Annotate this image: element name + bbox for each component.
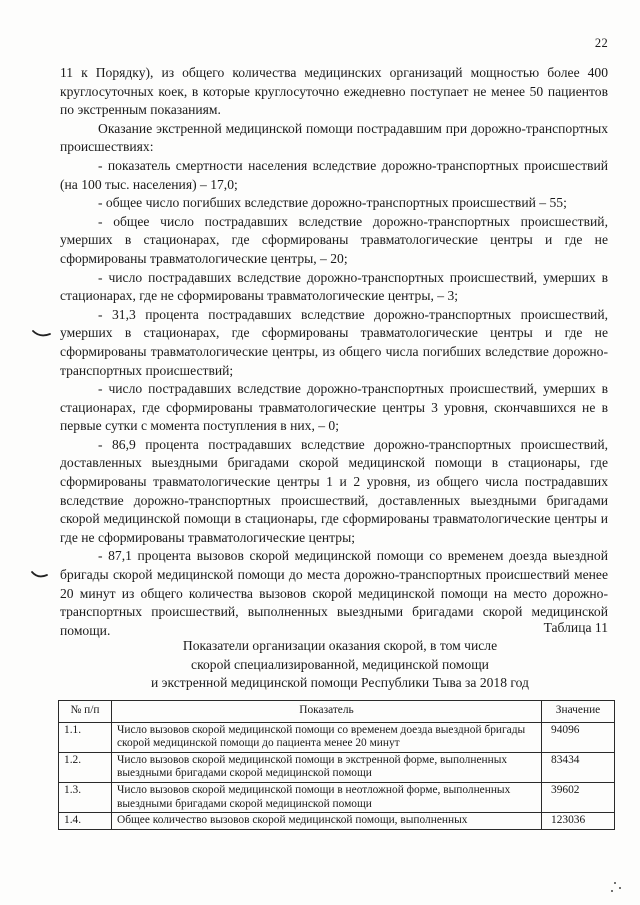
table-title — [80, 637, 600, 693]
row-value: 94096 — [542, 722, 615, 752]
paragraph: 11 к Порядку), из общего количества медицинских организаций мощностью более 400 круглосуточных коек, в которые круглосуточно ежедневно поступает не менее 50 пациентов по экстренным показаниям. — [60, 65, 608, 118]
header-number: № п/п — [59, 701, 112, 723]
paragraph: - 31,3 процента пострадавших вследствие дорожно-транспортных происшествий, умерших в стационарах, где сформированы травматологические центры и где не сформированы травматологические центры, из общего числа погибших вследствие дорожно-транспортных происшествий; — [60, 306, 608, 378]
scan-speck — [611, 890, 613, 892]
table-title-line: Показатели организации оказания скорой, в том числе — [182, 638, 498, 653]
table-row — [59, 722, 615, 752]
paragraph: - общее число пострадавших вследствие дорожно-транспортных происшествий, умерших в стационарах, где сформированы травматологические центры и где не сформированы травматологические центры, – 20; — [60, 213, 608, 266]
row-number: 1.1. — [59, 722, 112, 752]
indicators-table — [58, 700, 615, 830]
table-row — [59, 752, 615, 782]
row-number: 1.3. — [59, 782, 112, 812]
paragraph: - 86,9 процента пострадавших вследствие дорожно-транспортных происшествий, доставленных выездными бригадами скорой медицинской помощи в стационары, где сформированы травматологические центры 1 и 2 уровня, из общего числа пострадавших вследствие дорожно-транспортных происшествий, доставленных выездными бригадами скорой медицинской помощи в стационары, где сформированы травматологические центры и где не сформированы травматологические центры; — [60, 436, 608, 545]
row-value: 39602 — [542, 782, 615, 812]
paragraph: - число пострадавших вследствие дорожно-транспортных происшествий, умерших в стационарах, где не сформированы травматологические центры, – 3; — [60, 269, 608, 304]
margin-tick-mark — [30, 570, 50, 582]
table-caption: Таблица 11 — [543, 620, 608, 635]
table-header-row — [59, 701, 615, 723]
scan-speck — [614, 882, 616, 884]
row-value: 83434 — [542, 752, 615, 782]
paragraph: - общее число погибших вследствие дорожно-транспортных происшествий – 55; — [98, 195, 567, 211]
table-row — [59, 782, 615, 812]
scan-speck — [619, 887, 621, 889]
row-indicator: Общее количество вызовов скорой медицинской помощи, выполненных — [112, 813, 542, 830]
row-indicator: Число вызовов скорой медицинской помощи в неотложной форме, выполненных выездными бригадами скорой медицинской помощи — [112, 782, 542, 812]
table-row — [59, 813, 615, 830]
paragraph: - число пострадавших вследствие дорожно-транспортных происшествий, умерших в стационарах, где сформированы травматологические центры 3 уровня, скончавшихся не в первые сутки с момента поступления в них, – 0; — [60, 381, 608, 434]
row-indicator: Число вызовов скорой медицинской помощи в экстренной форме, выполненных выездными бригадами скорой медицинской помощи — [112, 752, 542, 782]
paragraph: - 87,1 процента вызовов скорой медицинской помощи со временем доезда выездной бригады скорой медицинской помощи до места дорожно-транспортных происшествий менее 20 минут из общего количества вызовов скорой медицинской помощи на место дорожно-транспортных происшествий, выполненных выездными бригадами скорой медицинской помощи. — [60, 548, 608, 638]
body-text — [60, 64, 608, 640]
table-title-line: и экстренной медицинской помощи Республики Тыва за 2018 год — [151, 675, 529, 691]
page-number: 22 — [594, 36, 608, 50]
row-value: 123036 — [542, 813, 615, 830]
header-value: Значение — [542, 701, 615, 723]
paragraph: - показатель смертности населения вследствие дорожно-транспортных происшествий (на 100 тыс. населения) – 17,0; — [60, 157, 608, 192]
row-indicator: Число вызовов скорой медицинской помощи со временем доезда выездной бригады скорой медицинской помощи до пациента менее 20 минут — [112, 722, 542, 752]
row-number: 1.2. — [59, 752, 112, 782]
header-indicator: Показатель — [112, 701, 542, 723]
table-title-line: скорой специализированной, медицинской помощи — [191, 656, 489, 672]
margin-tick-mark — [32, 328, 52, 340]
row-number: 1.4. — [59, 813, 112, 830]
paragraph: Оказание экстренной медицинской помощи пострадавшим при дорожно-транспортных происшествиях: — [60, 120, 608, 155]
